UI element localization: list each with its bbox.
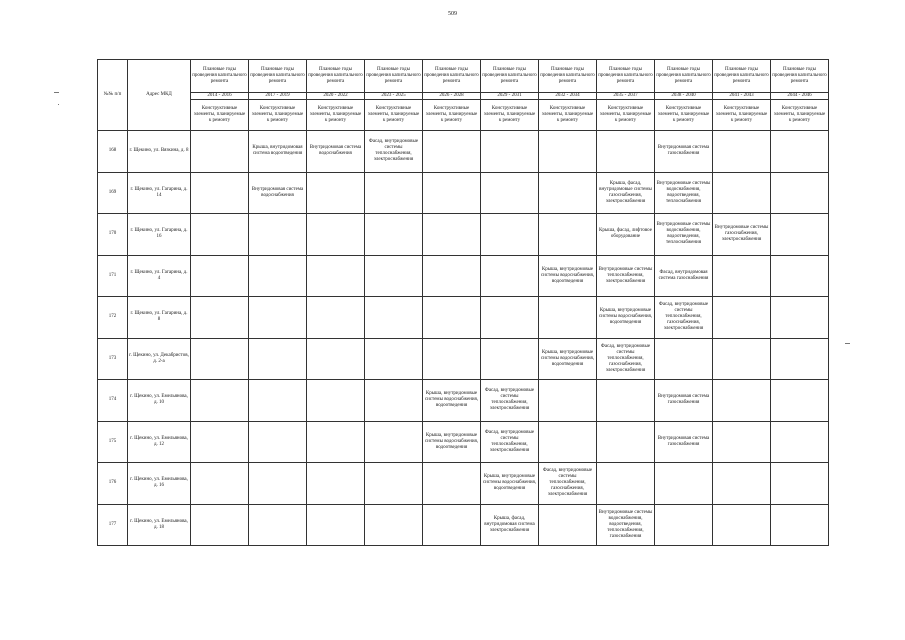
header-planned-years: Плановые годы проведения капитального ремонта — [307, 60, 365, 93]
row-address: г. Щекино, ул. Гагарина, д. 16 — [128, 214, 191, 256]
repair-cell — [481, 131, 539, 173]
header-period: 2026 - 2028 — [423, 93, 481, 100]
repair-cell — [191, 131, 249, 173]
repair-cell — [655, 504, 713, 546]
repair-cell — [191, 255, 249, 297]
repair-cell: Фасад, внутридомовые системы теплоснабжения, электроснабжения — [365, 131, 423, 173]
header-address: Адрес МКД — [128, 60, 191, 131]
table-row — [98, 380, 829, 422]
repair-cell — [249, 463, 307, 505]
repair-cell: Крыша, фасад, внутридомовые системы газоснабжения, электроснабжения — [597, 172, 655, 214]
repair-cell: Крыша, внутридомовые системы водоснабжения, водоотведения — [481, 463, 539, 505]
repair-cell: Фасад, внутридомовые системы теплоснабжения, электроснабжения — [481, 421, 539, 463]
repair-cell — [539, 380, 597, 422]
repair-cell: Внутридомовые системы теплоснабжения, электроснабжения — [597, 255, 655, 297]
header-elements: Конструктивные элементы, планируемые к ремонту — [481, 100, 539, 131]
header-period: 2041 - 2043 — [713, 93, 771, 100]
repair-cell — [771, 338, 829, 380]
table-row — [98, 131, 829, 173]
repair-cell — [307, 338, 365, 380]
row-address: г. Щекино, ул. Емельянова, д. 10 — [128, 380, 191, 422]
header-elements: Конструктивные элементы, планируемые к ремонту — [597, 100, 655, 131]
repair-cell: Фасад, внутридомовые системы теплоснабжения, газоснабжения, электроснабжения — [539, 463, 597, 505]
header-period: 2032 - 2034 — [539, 93, 597, 100]
table-row — [98, 421, 829, 463]
repair-cell: Крыша, внутридомовые системы водоснабжения, водоотведения — [597, 297, 655, 339]
repair-cell — [539, 297, 597, 339]
repair-cell — [307, 463, 365, 505]
header-elements: Конструктивные элементы, планируемые к ремонту — [191, 100, 249, 131]
row-number: 173 — [98, 338, 128, 380]
header-planned-years: Плановые годы проведения капитального ремонта — [539, 60, 597, 93]
repair-cell — [365, 255, 423, 297]
repair-cell — [771, 214, 829, 256]
header-elements: Конструктивные элементы, планируемые к ремонту — [539, 100, 597, 131]
repair-cell — [365, 421, 423, 463]
repair-cell — [249, 504, 307, 546]
repair-cell: Фасад, внутридомовые системы теплоснабжения, электроснабжения — [481, 380, 539, 422]
repair-cell — [539, 421, 597, 463]
repair-cell — [655, 338, 713, 380]
repair-cell — [423, 504, 481, 546]
table-row — [98, 172, 829, 214]
repair-cell — [713, 297, 771, 339]
repair-cell — [771, 504, 829, 546]
repair-cell — [423, 172, 481, 214]
repair-cell: Крыша, внутридомовые системы водоснабжения, водоотведения — [539, 338, 597, 380]
repair-cell: Фасад, внутридомовые системы теплоснабжения, газоснабжения, электроснабжения — [597, 338, 655, 380]
table-body — [98, 131, 829, 546]
repair-cell: Внутридомовые системы водоснабжения, водоотведения, теплоснабжения, газоснабжения — [597, 504, 655, 546]
scan-mark — [54, 92, 59, 93]
repair-schedule-table — [97, 59, 829, 546]
repair-cell — [191, 297, 249, 339]
row-number: 177 — [98, 504, 128, 546]
row-number: 176 — [98, 463, 128, 505]
row-address: г. Щекино, ул. Декабристов, д. 2-а — [128, 338, 191, 380]
row-address: г. Щекино, ул. Емельянова, д. 18 — [128, 504, 191, 546]
repair-cell: Внутридомовые системы водоснабжения, водоотведения, теплоснабжения — [655, 214, 713, 256]
table-header — [98, 60, 829, 131]
repair-cell: Внутридомовая система водоснабжения — [307, 131, 365, 173]
repair-cell — [713, 421, 771, 463]
table-row — [98, 255, 829, 297]
repair-cell: Внутридомовые системы водоснабжения, водоотведения, теплоснабжения — [655, 172, 713, 214]
header-planned-years: Плановые годы проведения капитального ремонта — [481, 60, 539, 93]
repair-cell: Внутридомовая система газоснабжения — [655, 131, 713, 173]
repair-cell — [191, 380, 249, 422]
header-period: 2035 - 2037 — [597, 93, 655, 100]
repair-cell — [307, 380, 365, 422]
header-elements: Конструктивные элементы, планируемые к ремонту — [365, 100, 423, 131]
repair-cell — [307, 172, 365, 214]
repair-cell — [597, 421, 655, 463]
repair-cell — [713, 172, 771, 214]
repair-cell — [249, 214, 307, 256]
repair-cell — [713, 255, 771, 297]
repair-cell — [771, 380, 829, 422]
repair-cell — [481, 255, 539, 297]
repair-cell — [713, 131, 771, 173]
repair-cell — [249, 421, 307, 463]
row-number: 174 — [98, 380, 128, 422]
repair-cell — [307, 297, 365, 339]
repair-cell — [597, 463, 655, 505]
repair-cell — [307, 255, 365, 297]
repair-cell — [191, 504, 249, 546]
repair-cell — [307, 214, 365, 256]
repair-cell — [365, 380, 423, 422]
row-address: г. Щекино, ул. Вязкина, д. 8 — [128, 131, 191, 173]
repair-cell — [191, 421, 249, 463]
repair-cell — [597, 380, 655, 422]
scan-mark — [845, 343, 850, 344]
repair-cell: Внутридомовая система газоснабжения — [655, 421, 713, 463]
header-elements: Конструктивные элементы, планируемые к ремонту — [771, 100, 829, 131]
repair-cell — [771, 255, 829, 297]
repair-cell — [539, 214, 597, 256]
repair-cell: Крыша, внутридомовые системы водоснабжения, водоотведения — [539, 255, 597, 297]
header-period: 2017 - 2019 — [249, 93, 307, 100]
repair-cell — [539, 131, 597, 173]
repair-cell — [249, 338, 307, 380]
header-elements: Конструктивные элементы, планируемые к ремонту — [307, 100, 365, 131]
header-period: 2020 - 2022 — [307, 93, 365, 100]
repair-cell — [423, 297, 481, 339]
repair-cell — [191, 214, 249, 256]
row-number: 169 — [98, 172, 128, 214]
repair-cell — [481, 172, 539, 214]
row-address: г. Щекино, ул. Гагарина, д. 4 — [128, 255, 191, 297]
row-number: 172 — [98, 297, 128, 339]
repair-cell — [713, 463, 771, 505]
repair-cell — [713, 380, 771, 422]
repair-cell — [771, 131, 829, 173]
repair-cell — [423, 338, 481, 380]
repair-cell — [713, 338, 771, 380]
header-elements: Конструктивные элементы, планируемые к ремонту — [249, 100, 307, 131]
row-number: 175 — [98, 421, 128, 463]
repair-cell: Крыша, фасад, лифтовое оборудование — [597, 214, 655, 256]
repair-cell — [423, 463, 481, 505]
repair-cell — [423, 255, 481, 297]
header-planned-years: Плановые годы проведения капитального ремонта — [191, 60, 249, 93]
header-period: 2014 - 2016 — [191, 93, 249, 100]
page-number: 509 — [448, 11, 457, 17]
row-address: г. Щекино, ул. Емельянова, д. 12 — [128, 421, 191, 463]
repair-cell — [481, 214, 539, 256]
repair-cell — [539, 172, 597, 214]
table-row — [98, 214, 829, 256]
repair-cell: Внутридомовая система водоснабжения — [249, 172, 307, 214]
repair-cell — [365, 214, 423, 256]
repair-cell — [539, 504, 597, 546]
table-row — [98, 338, 829, 380]
repair-cell — [597, 131, 655, 173]
repair-cell — [771, 463, 829, 505]
repair-cell: Крыша, внутридомовая система водоотведения — [249, 131, 307, 173]
repair-cell — [481, 297, 539, 339]
header-period: 2038 - 2040 — [655, 93, 713, 100]
repair-cell — [771, 421, 829, 463]
header-planned-years: Плановые годы проведения капитального ремонта — [249, 60, 307, 93]
repair-cell — [249, 297, 307, 339]
repair-cell: Крыша, фасад, внутридомовая система электроснабжения — [481, 504, 539, 546]
repair-cell: Внутридомовые системы газоснабжения, электроснабжения — [713, 214, 771, 256]
header-planned-years: Плановые годы проведения капитального ремонта — [713, 60, 771, 93]
repair-cell: Фасад, внутридомовая система газоснабжения — [655, 255, 713, 297]
row-address: г. Щекино, ул. Емельянова, д. 16 — [128, 463, 191, 505]
repair-cell — [365, 297, 423, 339]
table-row — [98, 504, 829, 546]
repair-cell — [307, 504, 365, 546]
repair-cell — [423, 214, 481, 256]
row-number: 170 — [98, 214, 128, 256]
repair-cell: Крыша, внутридомовые системы водоснабжения, водоотведения — [423, 421, 481, 463]
scan-mark — [58, 104, 59, 105]
repair-cell — [365, 504, 423, 546]
table-row — [98, 297, 829, 339]
repair-cell: Фасад, внутридомовые системы теплоснабжения, газоснабжения, электроснабжения — [655, 297, 713, 339]
repair-cell — [191, 338, 249, 380]
table-row — [98, 463, 829, 505]
repair-cell — [771, 172, 829, 214]
repair-cell — [365, 172, 423, 214]
repair-cell — [191, 172, 249, 214]
repair-cell — [191, 463, 249, 505]
repair-cell — [307, 421, 365, 463]
repair-cell — [481, 338, 539, 380]
header-period: 2044 - 2046 — [771, 93, 829, 100]
row-number: 171 — [98, 255, 128, 297]
row-address: г. Щекино, ул. Гагарина, д. 8 — [128, 297, 191, 339]
header-planned-years: Плановые годы проведения капитального ремонта — [597, 60, 655, 93]
header-planned-years: Плановые годы проведения капитального ремонта — [771, 60, 829, 93]
repair-cell — [713, 504, 771, 546]
header-planned-years: Плановые годы проведения капитального ремонта — [365, 60, 423, 93]
repair-cell — [365, 338, 423, 380]
header-period: 2023 - 2025 — [365, 93, 423, 100]
repair-cell — [423, 131, 481, 173]
repair-cell — [249, 380, 307, 422]
repair-cell: Внутридомовая система газоснабжения — [655, 380, 713, 422]
header-planned-years: Плановые годы проведения капитального ремонта — [423, 60, 481, 93]
header-planned-years: Плановые годы проведения капитального ремонта — [655, 60, 713, 93]
repair-cell — [365, 463, 423, 505]
header-num: №№ п/п — [98, 60, 128, 131]
header-elements: Конструктивные элементы, планируемые к ремонту — [655, 100, 713, 131]
header-elements: Конструктивные элементы, планируемые к ремонту — [713, 100, 771, 131]
repair-cell: Крыша, внутридомовые системы водоснабжения, водоотведения — [423, 380, 481, 422]
header-elements: Конструктивные элементы, планируемые к ремонту — [423, 100, 481, 131]
repair-cell — [655, 463, 713, 505]
row-address: г. Щекино, ул. Гагарина, д. 14 — [128, 172, 191, 214]
repair-cell — [249, 255, 307, 297]
repair-cell — [771, 297, 829, 339]
row-number: 168 — [98, 131, 128, 173]
header-period: 2029 - 2031 — [481, 93, 539, 100]
